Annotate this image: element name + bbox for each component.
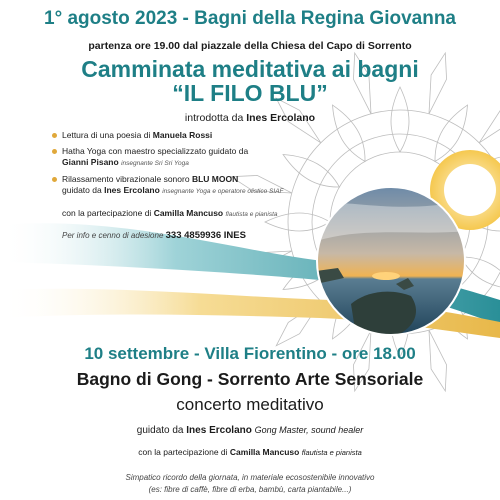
bullet-dot-icon <box>52 133 57 138</box>
event2-subtitle: concerto meditativo <box>176 395 324 414</box>
bullet-dot-icon <box>52 149 57 154</box>
intro-name: Ines Ercolano <box>246 112 316 124</box>
event2-guided: guidato da Ines Ercolano Gong Master, sound healer <box>136 425 364 436</box>
bullet-dot-icon <box>52 177 57 182</box>
event1-date-title: 1° agosto 2023 - Bagni della Regina Giovanna <box>44 8 456 29</box>
event2-date-title: 10 settembre - Villa Fiorentino - ore 18.00 <box>84 344 416 363</box>
event2-participation: con la partecipazione di Camilla Mancuso flautista e pianista <box>138 447 362 457</box>
intro-prefix: introdotta da <box>184 112 244 124</box>
event1-departure: partenza ore 19.00 dal piazzale della Chiesa del Capo di Sorrento <box>88 40 412 52</box>
event1-participation: con la partecipazione di Camilla Mancuso flautista e pianista <box>62 208 278 218</box>
event1-title-line1: Camminata meditativa ai bagni <box>81 56 419 82</box>
event1-info: Per info e cenno di adesione 333 4859936 INES <box>62 230 246 241</box>
event2-souvenir-line2: (es: fibre di caffè, fibre di erba, bambù, carta piantabile...) <box>148 485 352 494</box>
event1-intro <box>0 112 500 124</box>
list-item: Lettura di una poesia di Manuela Rossi <box>52 130 352 141</box>
event2-souvenir-line1: Simpatico ricordo della giornata, in materiale ecosostenibile innovativo <box>125 473 375 482</box>
event2-title: Bagno di Gong - Sorrento Arte Sensoriale <box>76 369 424 389</box>
list-item: Hatha Yoga con maestro specializzato guidato da Gianni Pisano insegnante Sri Sri Yoga <box>52 146 352 169</box>
list-item: Rilassamento vibrazionale sonoro BLU MOON guidato da Ines Ercolano insegnante Yoga e operatore olistico SIAF <box>52 174 352 197</box>
sea-sunset-photo <box>316 186 466 336</box>
event1-title-line2: “IL FILO BLU” <box>172 80 328 106</box>
event1-program-list <box>52 130 352 202</box>
